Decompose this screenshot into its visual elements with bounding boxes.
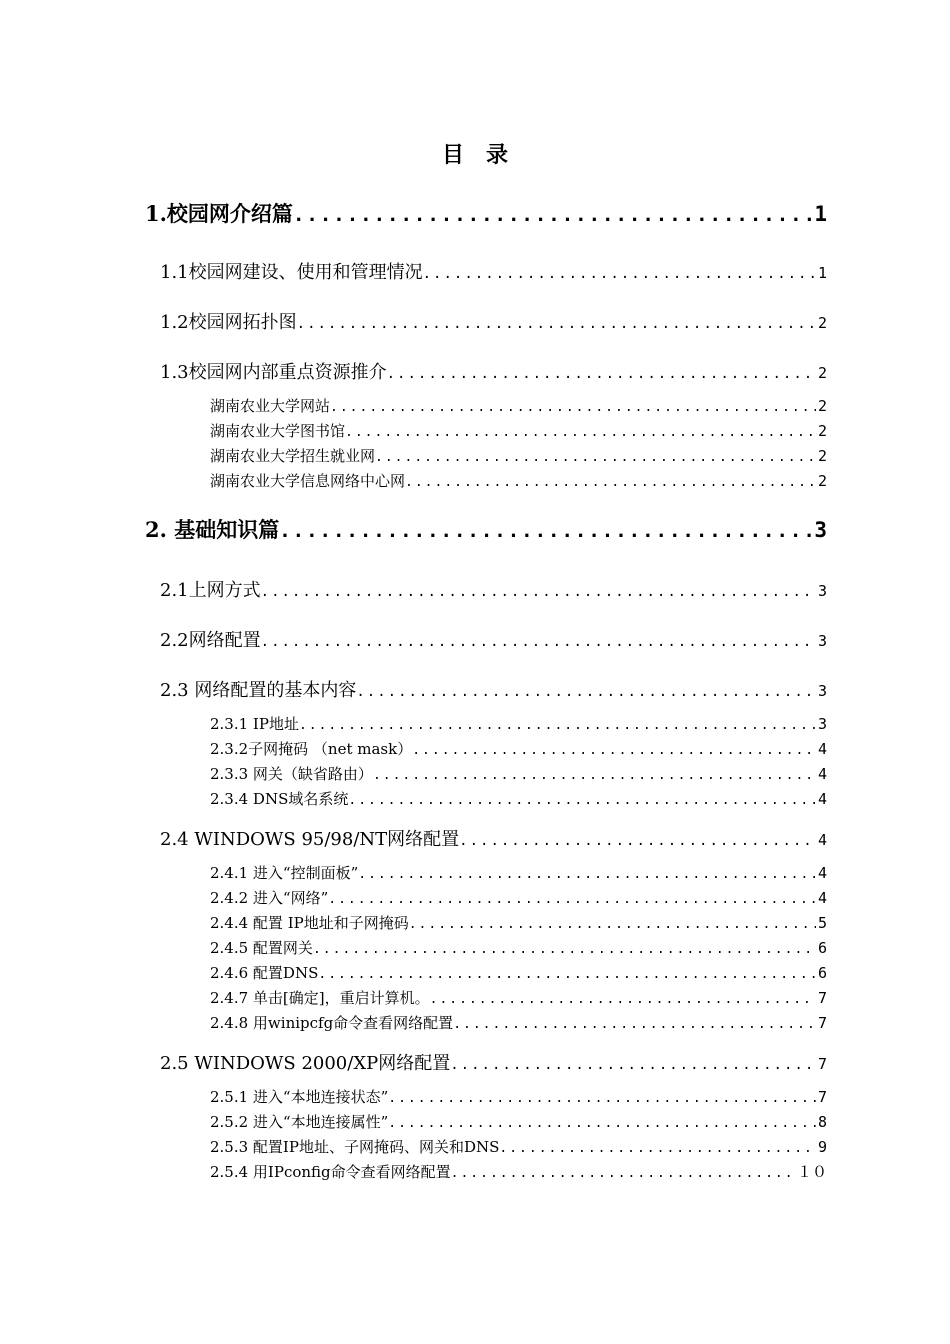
toc-leader-dots: [261, 584, 816, 600]
toc-leader-dots: [499, 1141, 816, 1156]
toc-leader-dots: [279, 520, 812, 542]
toc-entry-level3[interactable]: [210, 962, 827, 983]
toc-page-number: 2: [817, 447, 827, 465]
toc-entry-level3[interactable]: [210, 1086, 827, 1107]
toc-leader-dots: [453, 1017, 816, 1032]
toc-entry-level3[interactable]: [210, 445, 827, 466]
toc-entry-level3[interactable]: [210, 1012, 827, 1033]
toc-entry-label: 1.校园网介绍篇: [145, 201, 293, 226]
toc-page-number: 7: [817, 989, 827, 1007]
toc-entry-level2[interactable]: [160, 308, 827, 334]
toc-entry-level2[interactable]: [160, 676, 827, 702]
toc-leader-dots: [388, 1091, 816, 1106]
toc-page-number: 2: [817, 364, 827, 382]
toc-entry-level2[interactable]: [160, 626, 827, 652]
toc-entry-label: 2.4.1 进入“控制面板”: [210, 864, 359, 882]
toc-page-number: 1: [817, 264, 827, 282]
toc-page-number: 3: [817, 582, 827, 600]
toc-page-number: 3: [817, 632, 827, 650]
toc-entry-label: 2.3.1 IP地址: [210, 715, 299, 733]
toc-entry-level3[interactable]: [210, 738, 827, 759]
toc-page-number: 2: [817, 397, 827, 415]
toc-page-number: 8: [817, 1113, 827, 1131]
toc-entry-level3[interactable]: [210, 1111, 827, 1132]
toc-page-number: 2: [817, 472, 827, 490]
toc-leader-dots: [313, 942, 816, 957]
toc-leader-dots: [388, 1116, 816, 1131]
toc-page-number: 4: [817, 740, 827, 758]
toc-entry-label: 2.1上网方式: [160, 580, 261, 601]
toc-page-number: 6: [817, 964, 827, 982]
toc-entry-label: 2.4.5 配置网关: [210, 939, 313, 957]
toc-entry-label: 2.5.3 配置IP地址、子网掩码、网关和DNS: [210, 1138, 500, 1156]
toc-leader-dots: [297, 316, 816, 332]
toc-entry-level2[interactable]: [160, 576, 827, 602]
toc-leader-dots: [451, 1166, 795, 1181]
toc-leader-dots: [375, 450, 816, 465]
toc-entry-label: 2.2网络配置: [160, 630, 261, 651]
toc-entry-level3[interactable]: [210, 713, 827, 734]
toc-entry-label: 1.3校园网内部重点资源推介: [160, 362, 387, 383]
toc-leader-dots: [358, 867, 816, 882]
toc-page-number: 3: [814, 518, 827, 542]
toc-leader-dots: [356, 684, 816, 700]
toc-entry-level3[interactable]: [210, 1161, 827, 1182]
toc-entry-label: 2.5.2 进入“本地连接属性”: [210, 1113, 389, 1131]
toc-page-number: 2: [817, 314, 827, 332]
toc-entry-level3[interactable]: [210, 862, 827, 883]
toc-entry-level3[interactable]: [210, 987, 827, 1008]
toc-entry-label: 2.3 网络配置的基本内容: [160, 680, 357, 701]
toc-entry-label: 2. 基础知识篇: [145, 517, 280, 542]
toc-entry-level2[interactable]: [160, 258, 827, 284]
toc-leader-dots: [412, 743, 816, 758]
toc-entry-level1[interactable]: [145, 514, 827, 544]
toc-page-number: 7: [817, 1055, 827, 1073]
toc-entry-label: 2.5 WINDOWS 2000/XP网络配置: [160, 1053, 451, 1074]
toc-entry-label: 2.5.4 用IPconfig命令查看网络配置: [210, 1163, 451, 1181]
toc-entry-label: 2.4.7 单击[确定]，重启计算机。: [210, 989, 430, 1007]
toc-leader-dots: [348, 793, 816, 808]
toc-leader-dots: [373, 768, 816, 783]
toc-entry-label: 湖南农业大学信息网络中心网: [210, 472, 406, 490]
toc-entry-level2[interactable]: [160, 825, 827, 851]
toc-entry-label: 2.4.8 用winipcfg命令查看网络配置: [210, 1014, 454, 1032]
toc-leader-dots: [261, 634, 816, 650]
toc-leader-dots: [330, 400, 816, 415]
toc-entry-level2[interactable]: [160, 1049, 827, 1075]
toc-page-number: 7: [817, 1088, 827, 1106]
toc-entry-label: 湖南农业大学网站: [210, 397, 331, 415]
toc-entry-label: 2.3.4 DNS域名系统: [210, 790, 349, 808]
toc-page-number: 4: [817, 864, 827, 882]
toc-entry-label: 2.3.2子网掩码 （net mask）: [210, 740, 413, 758]
toc-entry-label: 2.3.3 网关（缺省路由）: [210, 765, 373, 783]
toc-entry-label: 2.4.6 配置DNS: [210, 964, 319, 982]
toc-page-number: 4: [817, 790, 827, 808]
toc-leader-dots: [318, 967, 816, 982]
toc-page-number: 9: [817, 1138, 827, 1156]
toc-page-number: １０: [796, 1163, 827, 1181]
toc-title: 目 录: [441, 142, 508, 168]
toc-entry-level3[interactable]: [210, 887, 827, 908]
toc-entry-level3[interactable]: [210, 788, 827, 809]
toc-page-number: 4: [817, 765, 827, 783]
toc-entry-level3[interactable]: [210, 763, 827, 784]
toc-page-number: 5: [817, 914, 827, 932]
toc-entry-label: 湖南农业大学招生就业网: [210, 447, 376, 465]
toc-page-number: 4: [817, 831, 827, 849]
toc-leader-dots: [345, 425, 816, 440]
toc-leader-dots: [299, 718, 816, 733]
toc-entry-level1[interactable]: [145, 198, 827, 228]
toc-leader-dots: [459, 833, 816, 849]
toc-page-number: 6: [817, 939, 827, 957]
toc-entry-label: 1.2校园网拓扑图: [160, 312, 297, 333]
toc-entry-label: 2.4.4 配置 IP地址和子网掩码: [210, 914, 409, 932]
toc-leader-dots: [328, 892, 816, 907]
toc-page-number: 2: [817, 422, 827, 440]
toc-page-number: 7: [817, 1014, 827, 1032]
toc-entry-level3[interactable]: [210, 470, 827, 491]
toc-page-number: 1: [814, 202, 827, 226]
toc-entry-level3[interactable]: [210, 912, 827, 933]
toc-entry-label: 2.4 WINDOWS 95/98/NT网络配置: [160, 829, 460, 850]
toc-leader-dots: [450, 1057, 816, 1073]
toc-entry-label: 湖南农业大学图书馆: [210, 422, 346, 440]
toc-entry-level3[interactable]: [210, 1136, 827, 1157]
toc-page-number: 3: [817, 715, 827, 733]
toc-leader-dots: [387, 366, 816, 382]
toc-page-number: 3: [817, 682, 827, 700]
toc-entry-label: 2.5.1 进入“本地连接状态”: [210, 1088, 389, 1106]
toc-leader-dots: [430, 992, 816, 1007]
toc-leader-dots: [409, 917, 816, 932]
toc-entry-label: 2.4.2 进入“网络”: [210, 889, 329, 907]
toc-page-number: 4: [817, 889, 827, 907]
toc-leader-dots: [423, 266, 816, 282]
toc-entry-level3[interactable]: [210, 420, 827, 441]
toc-entry-level3[interactable]: [210, 937, 827, 958]
toc-entry-level3[interactable]: [210, 395, 827, 416]
toc-leader-dots: [293, 204, 812, 226]
toc-entry-label: 1.1校园网建设、使用和管理情况: [160, 262, 423, 283]
toc-entry-level2[interactable]: [160, 358, 827, 384]
toc-leader-dots: [405, 475, 816, 490]
